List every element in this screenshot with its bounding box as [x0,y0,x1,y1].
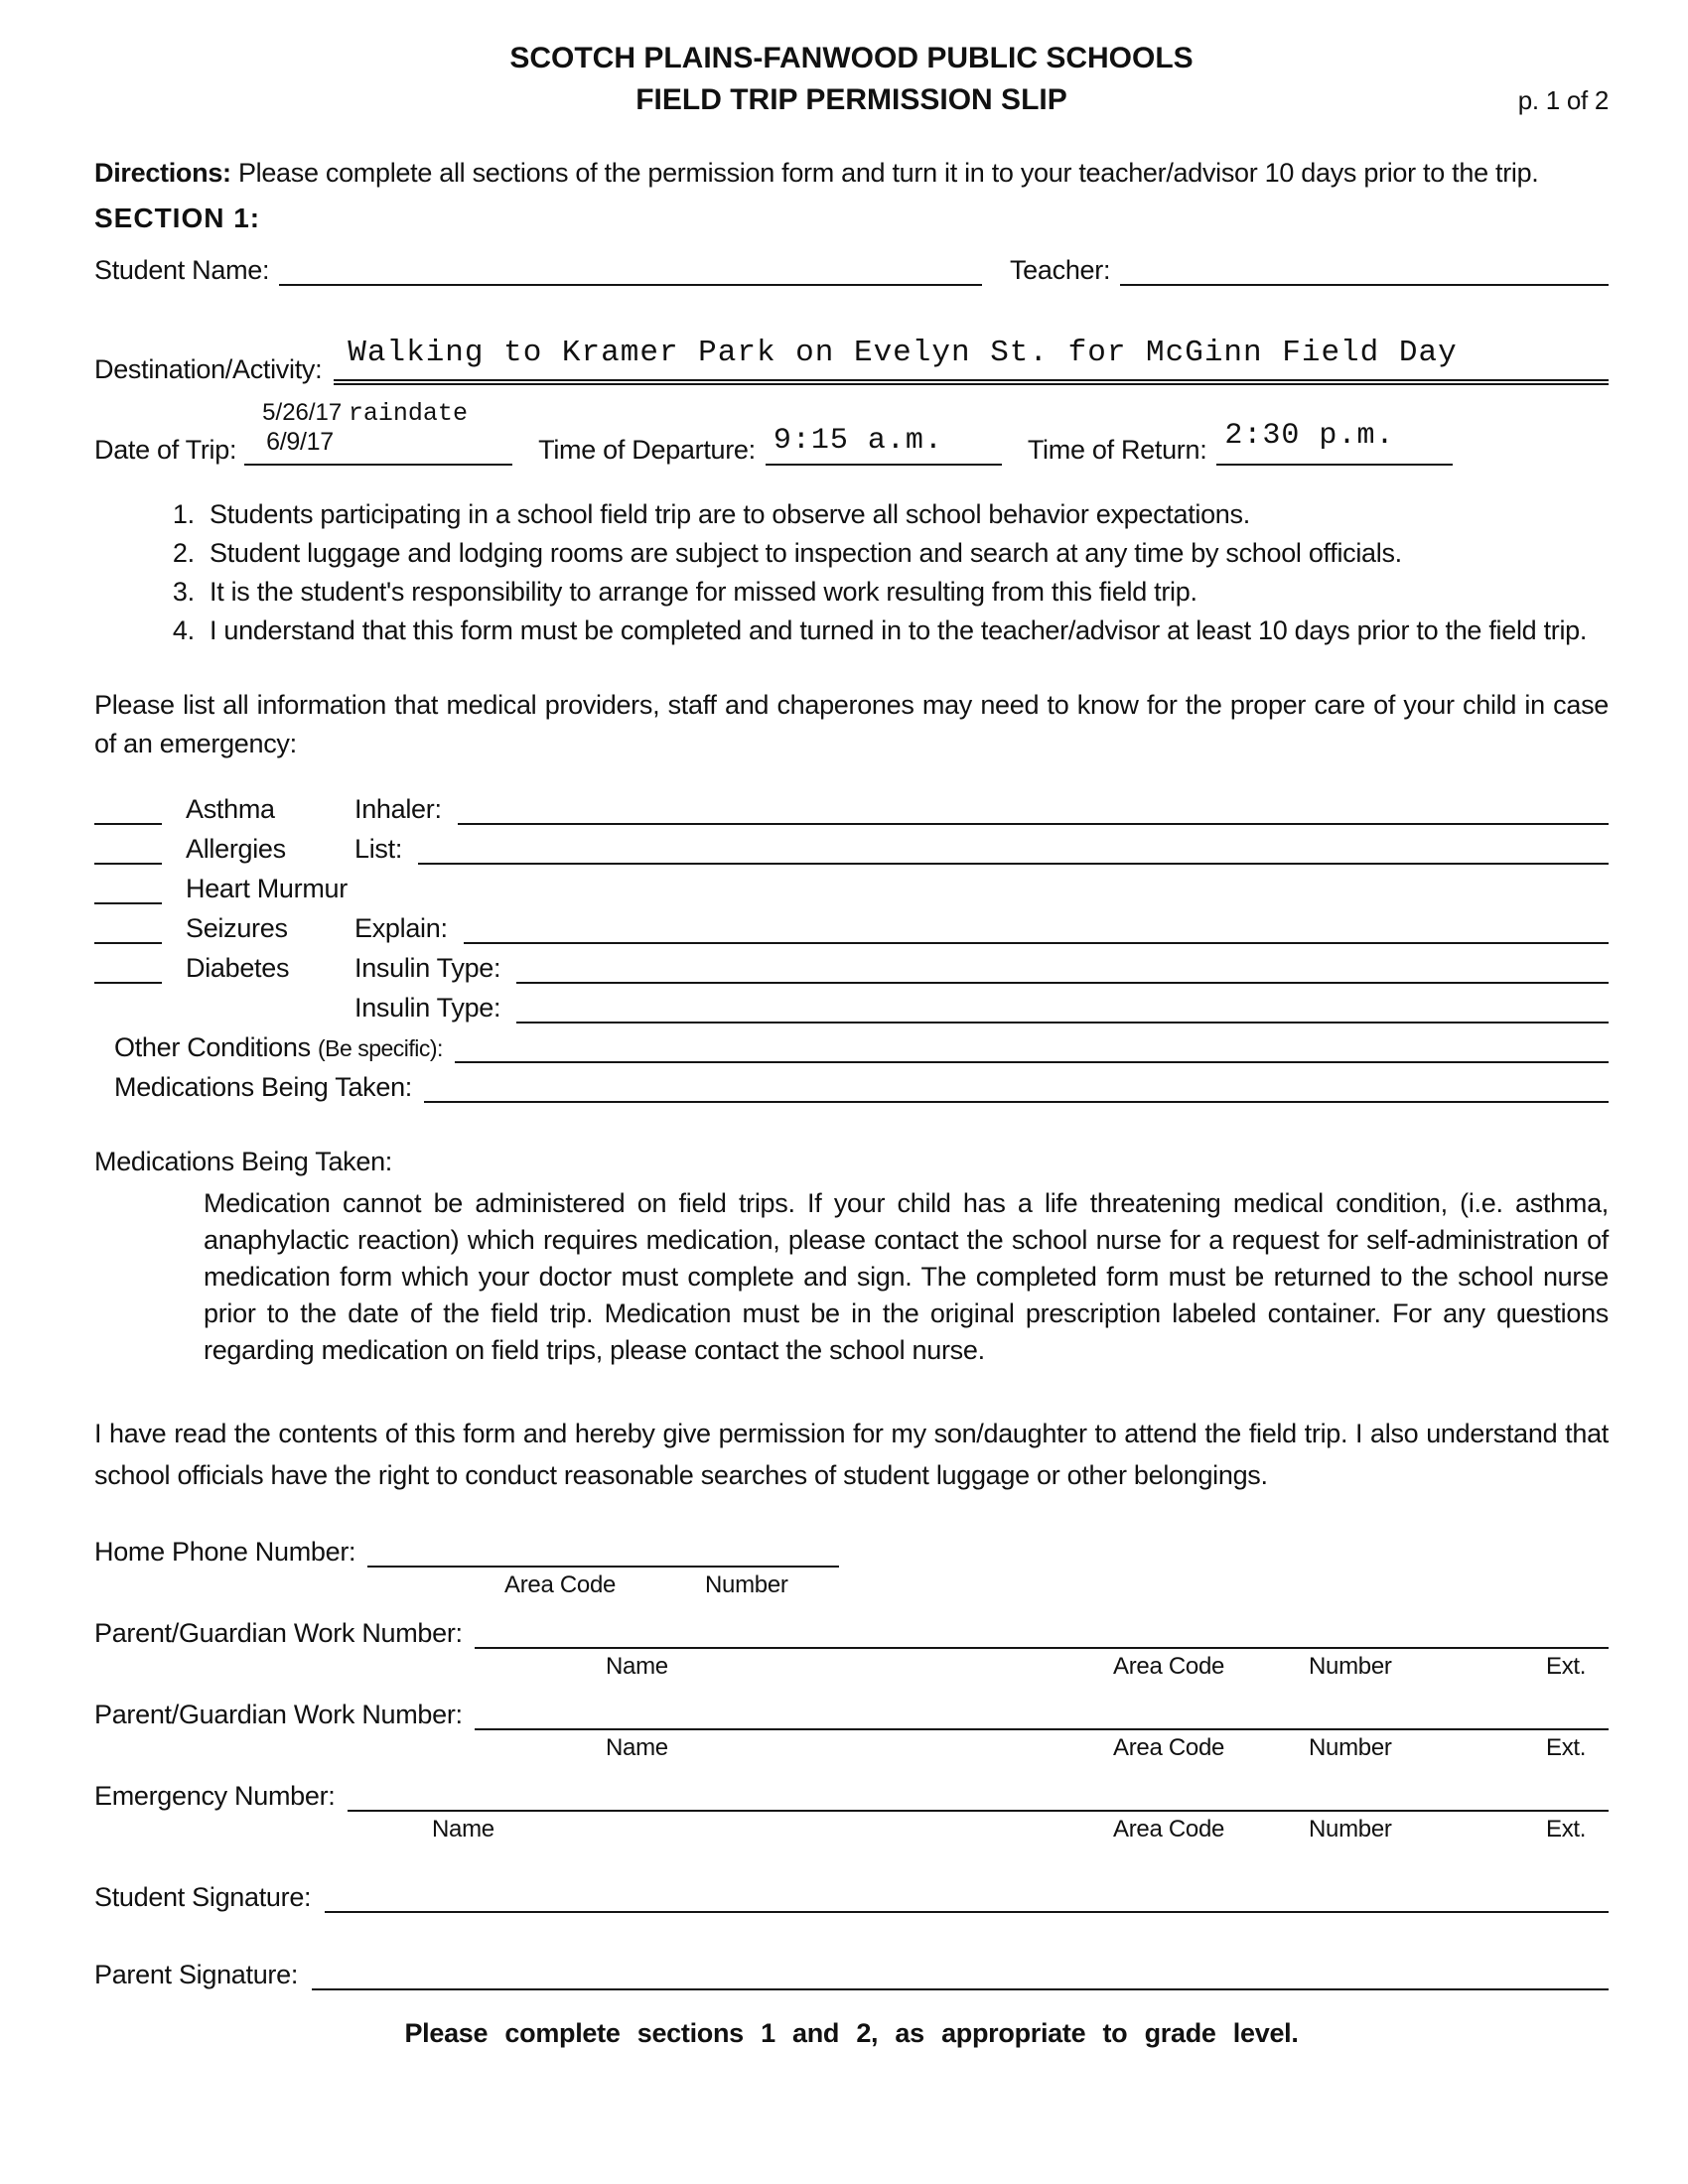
work-number-2-sublabels [94,1730,1609,1766]
inhaler-input-line[interactable] [458,789,1609,825]
emergency-number-label: Emergency Number: [94,1781,336,1811]
emergency-area-code-label: Area Code [1113,1816,1225,1843]
allergies-list-input-line[interactable] [418,829,1609,865]
home-number-label: Number [705,1571,788,1598]
allergies-label: Allergies [186,834,286,864]
home-phone-input-line[interactable] [367,1528,839,1568]
emergency-number-sublabels [94,1812,1609,1847]
emergency-name-label: Name [432,1816,494,1843]
permission-statement: I have read the contents of this form and hereby give permission for my son/daughter to attend the field trip. I also understand that school officials have the right to conduct reasonable searches of student luggage or other belongings. [94,1419,1609,1490]
seizures-explain-label: Explain: [354,913,448,943]
work2-area-code-label: Area Code [1113,1734,1225,1761]
form-title-row [94,83,1609,117]
be-specific-label: (Be specific): [318,1035,443,1061]
time-of-return-input-line[interactable] [1216,419,1453,466]
work1-number-label: Number [1309,1653,1392,1680]
work1-ext-label: Ext. [1546,1653,1587,1680]
work2-number-label: Number [1309,1734,1392,1761]
raindate-note [262,399,512,428]
medications-taken-row [94,1063,1609,1103]
seizures-check-line[interactable] [94,908,162,944]
emergency-ext-label: Ext. [1546,1816,1587,1843]
other-conditions-row [94,1024,1609,1063]
home-phone-row [94,1528,1609,1568]
allergies-check-line[interactable] [94,829,162,865]
rule-item-4: 4. I understand that this form must be completed and turned in to the teacher/advisor at least 10 days prior to the field trip. [202,612,1609,650]
directions-label: Directions: [94,158,231,188]
home-phone-sublabels [94,1568,1609,1603]
work-number-2-label: Parent/Guardian Work Number: [94,1700,463,1729]
medical-row-diabetes [94,944,1609,984]
medications-taken-label: Medications Being Taken: [114,1072,412,1102]
parent-signature-row [94,1947,1609,1990]
time-of-departure-label: Time of Departure: [538,435,756,465]
rule-item-3: 3. It is the student's responsibility to arrange for missed work resulting from this field trip. [202,573,1609,612]
parent-signature-input-line[interactable] [312,1947,1609,1990]
work2-ext-label: Ext. [1546,1734,1587,1761]
medical-row-seizures [94,904,1609,944]
emergency-number-sublabel: Number [1309,1816,1392,1843]
rules-list [94,495,1609,650]
other-conditions-text: Other Conditions [114,1032,311,1062]
work-number-1-input-line[interactable] [475,1609,1609,1649]
diabetes-check-line[interactable] [94,948,162,984]
teacher-label: Teacher: [1009,255,1111,285]
other-conditions-input-line[interactable] [455,1027,1609,1063]
home-phone-label: Home Phone Number: [94,1537,356,1567]
student-signature-label: Student Signature: [94,1882,312,1912]
medical-checklist [94,785,1609,1103]
time-of-departure-value: 9:15 a.m. [773,424,943,458]
date-of-trip-label: Date of Trip: [94,435,237,465]
date-of-trip-value: 6/9/17 [266,428,334,456]
inhaler-label: Inhaler: [354,794,442,824]
teacher-input-line[interactable] [1120,248,1609,286]
date-of-trip-input-line[interactable] [244,428,512,466]
time-of-departure-input-line[interactable] [766,424,1002,466]
work-number-1-label: Parent/Guardian Work Number: [94,1618,463,1648]
raindate-label: raindate [348,399,468,428]
work-number-2-input-line[interactable] [475,1691,1609,1730]
destination-label: Destination/Activity: [94,354,323,384]
home-area-code-label: Area Code [504,1571,617,1598]
asthma-label: Asthma [186,794,275,824]
insulin-type-input-line[interactable] [516,948,1609,984]
medications-taken-input-line[interactable] [424,1067,1609,1103]
time-of-return-value: 2:30 p.m. [1224,419,1395,453]
section-1-heading: SECTION 1: [94,203,261,233]
work-number-1-sublabels [94,1649,1609,1685]
rule-item-2: 2. Student luggage and lodging rooms are subject to inspection and search at any time by school officials. [202,534,1609,573]
work2-name-label: Name [606,1734,668,1761]
other-conditions-label [114,1032,443,1063]
directions-paragraph [94,153,1609,193]
time-of-return-label: Time of Return: [1027,435,1207,465]
rule-item-1: 1. Students participating in a school field trip are to observe all school behavior expectations. [202,495,1609,534]
asthma-check-line[interactable] [94,789,162,825]
student-signature-row [94,1869,1609,1913]
student-name-input-line[interactable] [279,248,982,286]
directions-text: Please complete all sections of the permission form and turn it in to your teacher/advisor 10 days prior to the trip. [237,158,1539,188]
medical-row-insulin-2 [94,984,1609,1024]
medical-row-allergies [94,825,1609,865]
diabetes-label: Diabetes [186,953,290,983]
allergies-list-label: List: [354,834,403,864]
student-name-label: Student Name: [94,255,270,285]
parent-signature-label: Parent Signature: [94,1960,299,1989]
seizures-label: Seizures [186,913,288,943]
insulin-type-label: Insulin Type: [354,953,501,983]
seizures-explain-input-line[interactable] [464,908,1609,944]
insulin-2-spacer [94,990,162,1024]
date-of-trip-field [244,399,512,466]
work1-name-label: Name [606,1653,668,1680]
date-time-row [94,399,1609,466]
work-number-1-row [94,1609,1609,1649]
student-signature-input-line[interactable] [325,1869,1609,1913]
heart-murmur-label: Heart Murmur [186,874,348,903]
insulin-type-2-label: Insulin Type: [354,993,501,1023]
form-title: FIELD TRIP PERMISSION SLIP [635,83,1067,116]
student-teacher-row [94,248,1609,286]
heart-murmur-check-line[interactable] [94,869,162,904]
medical-intro: Please list all information that medical providers, staff and chaperones may need to know for the proper care of your child in case of an emergency: [94,690,1609,758]
insulin-type-2-input-line[interactable] [516,988,1609,1024]
emergency-number-row [94,1772,1609,1812]
footer-instruction: Please complete sections 1 and 2, as appropriate to grade level. [404,2018,1299,2048]
medical-row-asthma [94,785,1609,825]
destination-input-line[interactable] [334,336,1609,385]
medication-section-heading: Medications Being Taken: [94,1147,392,1176]
page-number: p. 1 of 2 [1517,85,1609,115]
work-number-2-row [94,1691,1609,1730]
destination-value: Walking to Kramer Park on Evelyn St. for McGinn Field Day [348,336,1458,370]
destination-row [94,336,1609,385]
raindate-date: 5/26/17 [262,399,343,426]
emergency-number-input-line[interactable] [348,1772,1610,1812]
medication-policy-paragraph: Medication cannot be administered on field trips. If your child has a life threatening medical condition, (i.e. asthma, anaphylactic reaction) which requires medication, please contact the school nurse for a request for self-administration of medication form which your doctor must complete and sign. The completed form must be returned to the school nurse prior to the date of the field trip. Medication must be in the original prescription labeled container. For any questions regarding medication on field trips, please contact the school nurse. [204,1188,1609,1365]
medical-row-heart-murmur [94,865,1609,904]
work1-area-code-label: Area Code [1113,1653,1225,1680]
school-title: SCOTCH PLAINS-FANWOOD PUBLIC SCHOOLS [509,42,1194,74]
